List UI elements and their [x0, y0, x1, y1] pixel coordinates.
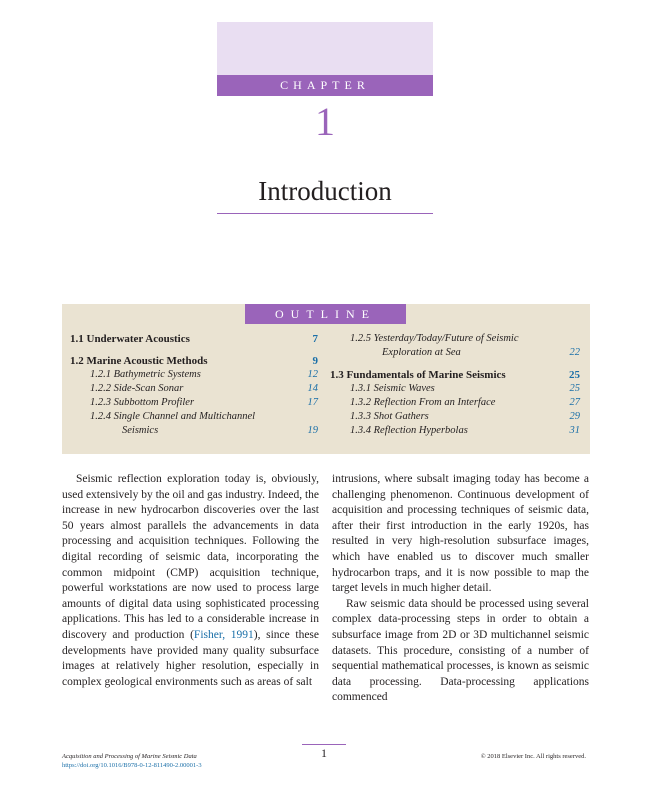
toc-entry[interactable] [70, 354, 318, 368]
title-divider [217, 213, 433, 214]
toc-entry[interactable] [70, 332, 318, 346]
toc-entry[interactable] [70, 382, 318, 396]
toc-entry-label: 1.2.1 Bathymetric Systems [90, 369, 201, 380]
toc-entry[interactable] [70, 410, 318, 424]
toc-entry[interactable] [70, 368, 318, 382]
doi-link[interactable]: https://doi.org/10.1016/B978-0-12-811490-2.00001-3 [62, 762, 202, 769]
toc-entry-page[interactable]: 9 [312, 355, 318, 367]
toc-entry-label: 1.3.4 Reflection Hyperbolas [350, 425, 468, 436]
body-paragraph [62, 472, 319, 690]
page-number: 1 [321, 746, 327, 760]
chapter-title: Introduction [258, 176, 392, 206]
toc-entry-label: 1.3.2 Reflection From an Interface [350, 397, 496, 408]
toc-entry-page[interactable]: 19 [307, 425, 318, 436]
toc-entry-label: Seismics [122, 425, 159, 436]
paragraph-text: ), since these developments have provided many quality subsurface images at relatively higher resolution, especially in complex geological environments such as areas of salt [62, 628, 320, 688]
toc-entry-label: 1.1 Underwater Acoustics [70, 333, 190, 345]
outline-right-column [330, 332, 580, 438]
toc-entry-page[interactable]: 25 [569, 369, 580, 381]
footer-divider [302, 744, 346, 745]
book-title: Acquisition and Processing of Marine Seismic Data [62, 753, 197, 760]
outline-left-column [70, 332, 318, 438]
toc-entry-page[interactable]: 25 [569, 383, 580, 394]
citation-link[interactable]: Fisher, 1991 [193, 628, 254, 641]
toc-entry-page[interactable]: 29 [569, 411, 580, 422]
toc-entry-label: 1.2.4 Single Channel and Multichannel [90, 411, 256, 422]
paragraph-text: Seismic reflection exploration today is, obviously, used extensively by the oil and gas industry. Indeed, the increase in new hydrocarbon discoveries over the last 50 years almost parallels the advancements in data processing and acquisition techniques. Following the digital recording of seismic data, incorporating the common midpoint (CMP) acquisition technique, powerful workstations are now used to process large amounts of digital data using sophisticated processing applications. This has led to a considerable increase in discovery and production ( [62, 473, 319, 641]
chapter-label: CHAPTER [217, 75, 433, 96]
toc-entry-label: 1.3.1 Seismic Waves [350, 383, 435, 394]
toc-entry[interactable] [330, 396, 580, 410]
toc-entry-label: 1.2.3 Subbottom Profiler [90, 397, 195, 408]
toc-entry-label: 1.2.2 Side-Scan Sonar [90, 383, 184, 394]
toc-entry-label: 1.3.3 Shot Gathers [350, 411, 429, 422]
toc-entry[interactable] [330, 332, 580, 346]
toc-entry[interactable] [330, 410, 580, 424]
copyright-notice: © 2018 Elsevier Inc. All rights reserved. [480, 753, 586, 760]
toc-entry-page[interactable]: 27 [569, 397, 580, 408]
toc-entry[interactable] [70, 424, 318, 438]
toc-entry[interactable] [70, 396, 318, 410]
body-paragraph: Raw seismic data should be processed using several complex data-processing steps in order to obtain a subsurface image from 2D or 3D multichannel seismic datasets. This procedure, consisting of a number of sequential mathematical processes, is known as seismic data processing. Data-processing applications commenced [332, 597, 589, 704]
toc-entry-page[interactable]: 22 [569, 347, 580, 358]
toc-entry[interactable] [330, 424, 580, 438]
body-column-right [332, 472, 589, 706]
chapter-header-box [217, 22, 433, 96]
outline-label: OUTLINE [245, 304, 406, 324]
outline-box [62, 304, 590, 454]
toc-entry-page[interactable]: 12 [307, 369, 318, 380]
toc-entry-page[interactable]: 7 [312, 333, 318, 345]
toc-entry-label: 1.2 Marine Acoustic Methods [70, 355, 208, 367]
toc-entry-page[interactable]: 14 [307, 383, 318, 394]
toc-entry[interactable] [330, 382, 580, 396]
body-paragraph: intrusions, where subsalt imaging today has become a challenging phenomenon. Continuous development of acquisition and processing techniques of seismic data, after their first introduction in the early 1920s, has resulted in very high-resolution subsurface images, which have enabled us to discover much smaller hydrocarbon traps, and it is now possible to map the target levels in much higher detail. [332, 473, 589, 595]
toc-entry[interactable] [330, 368, 580, 382]
toc-entry-label: 1.3 Fundamentals of Marine Seismics [330, 369, 506, 381]
toc-entry[interactable] [330, 346, 580, 360]
body-column-left [62, 472, 319, 690]
toc-entry-page[interactable]: 31 [569, 425, 580, 436]
toc-entry-label: 1.2.5 Yesterday/Today/Future of Seismic [350, 333, 519, 344]
chapter-number: 1 [315, 99, 335, 144]
toc-entry-page[interactable]: 17 [307, 397, 318, 408]
toc-entry-label: Exploration at Sea [382, 347, 461, 358]
